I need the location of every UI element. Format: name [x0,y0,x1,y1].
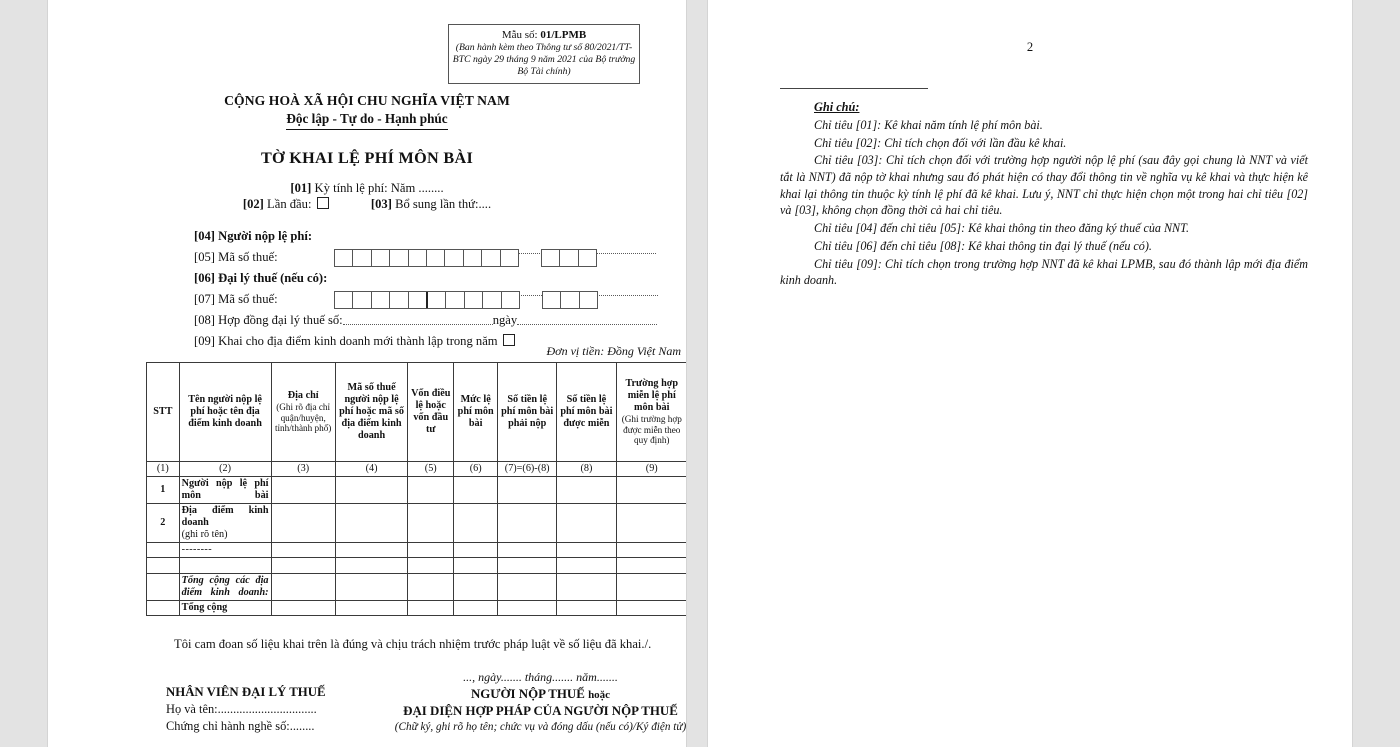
national-motto: Độc lập - Tự do - Hạnh phúc [286,111,447,130]
row-stt [147,601,180,616]
col-num: (5) [408,462,454,477]
field-05-label [194,249,278,265]
row-capital[interactable] [408,601,454,616]
th-address [271,363,335,462]
field-01-row [48,180,686,196]
col-num: (6) [454,462,498,477]
field-05-row [48,249,686,270]
form-code-note: (Ban hành kèm theo Thông tư số 80/2021/TT-BTC ngày 29 tháng 9 năm 2021 của Bộ trưởng Bộ Tài chính) [452,42,636,78]
field-05-tax-code-boxes[interactable] [334,249,597,267]
row-taxcode[interactable] [335,504,407,543]
th-name-text: Tên người nộp lệ phí hoặc tên địa điểm kinh doanh [188,393,262,430]
field-03-label: Bổ sung lần thứ:.... [395,197,492,211]
table-row-total-locations[interactable] [147,574,687,601]
row-taxcode[interactable] [335,477,407,504]
row-exempt-amount[interactable] [557,504,616,543]
th-payable [498,363,557,462]
col-num: (7)=(6)-(8) [498,462,557,477]
th-exempt-amount [557,363,616,462]
field-05-code: [05] [194,250,215,264]
col-num: (4) [335,462,407,477]
notes-section [780,100,1308,290]
national-heading [48,92,686,130]
th-capital [408,363,454,462]
field-list [48,228,686,354]
taxpayer-header-suffix: hoặc [588,688,611,701]
field-09-code: [09] [194,334,215,348]
row-exempt-amount[interactable] [557,601,616,616]
field-06-label [194,270,327,286]
document-page-2 [708,0,1352,747]
row-exempt-case[interactable] [616,601,686,616]
taxpayer-signature-block [368,670,686,735]
table-row[interactable] [147,477,687,504]
row-address[interactable] [271,504,335,543]
table-row-grand-total[interactable] [147,601,687,616]
tax-code-group-main[interactable] [334,249,519,267]
row-feelevel[interactable] [454,477,498,504]
notes-divider [780,88,928,89]
table-row[interactable] [147,504,687,543]
row-capital[interactable] [408,558,454,574]
row-stt [147,543,180,558]
fee-table-body [147,477,687,616]
row-exempt-case[interactable] [616,504,686,543]
row-payable[interactable] [498,574,557,601]
page-number: 2 [1026,40,1034,54]
row-exempt-amount[interactable] [557,477,616,504]
form-code-label: Mẫu số: [501,29,538,41]
field-06-code: [06] [194,271,215,285]
row-address[interactable] [271,574,335,601]
row-payable[interactable] [498,558,557,574]
row-stt: 2 [147,504,180,543]
tax-code-cell[interactable] [543,292,561,308]
col-num: (3) [271,462,335,477]
taxpayer-sign-instruction: (Chữ ký, ghi rõ họ tên; chức vụ và đóng dấu (nếu có)/Ký điện tử) [394,720,686,733]
notes-title: Ghi chú: [814,100,860,114]
document-page-1 [48,0,686,747]
field-02-code: [02] [242,197,264,211]
col-num: (8) [557,462,616,477]
row-feelevel[interactable] [454,574,498,601]
th-address-text: Địa chỉ [287,389,319,401]
th-name [179,363,271,462]
row-address[interactable] [271,558,335,574]
form-code-box [448,24,640,84]
tax-code-cell[interactable] [335,292,353,308]
col-num: (2) [179,462,271,477]
row-taxcode[interactable] [335,574,407,601]
table-row[interactable] [147,543,687,558]
tax-code-cell[interactable] [390,292,408,308]
th-address-sub: (Ghi rõ địa chỉ quận/huyện, tỉnh/thành phố) [274,401,332,434]
tax-code-cell[interactable] [390,250,408,266]
tax-code-cell[interactable] [542,250,560,266]
field-07-tax-code-boxes[interactable] [334,291,598,309]
field-08-date-line[interactable] [517,313,657,325]
signature-date-line[interactable]: ..., ngày....... tháng....... năm....... [463,670,618,684]
row-payable[interactable] [498,477,557,504]
row-exempt-case[interactable] [616,574,686,601]
tax-code-cell[interactable] [427,250,445,266]
field-09-label: Khai cho địa điểm kinh doanh mới thành lập trong năm [218,334,498,348]
tax-code-cell[interactable] [446,292,464,308]
row-address[interactable] [271,477,335,504]
fee-table-wrapper [146,362,686,616]
field-01-label: Kỳ tính lệ phí: Năm ........ [314,181,444,195]
row-feelevel[interactable] [454,504,498,543]
currency-note: Đơn vị tiền: Đồng Việt Nam [546,344,681,358]
row-payable[interactable] [498,601,557,616]
row-name: Người nộp lệ phí môn bài [179,477,271,504]
field-08-code: [08] [194,313,215,327]
tax-code-cell[interactable] [409,292,428,308]
taxpayer-header-text: NGƯỜI NỘP THUẾ [470,686,585,701]
field-04-label [194,228,312,244]
note-item: Chỉ tiêu [03]: Chỉ tích chọn đối với trường hợp người nộp lệ phí (sau đây gọi chung là NNT và viết tắt là NNT) đã nộp tờ khai nhưng sau đó phát hiện có thay đổi thông tin về nghĩa vụ kê khai và thực hiện kê khai lại thông tin thuộc kỳ tính lệ phí đã kê khai. Lưu ý, NNT chỉ thực hiện chọn một trong hai chỉ tiêu [02] và [03], không chọn đồng thời cả hai chỉ tiêu. [780,153,1308,218]
declaration-paragraph: Tôi cam đoan số liệu khai trên là đúng và chịu trách nhiệm trước pháp luật về số liệu đã khai./. [174,637,652,651]
tax-code-cell[interactable] [372,292,390,308]
tax-code-cell[interactable] [353,250,371,266]
row-payable[interactable] [498,543,557,558]
tax-code-cell[interactable] [501,250,519,266]
th-taxcode-text: Mã số thuế người nộp lệ phí hoặc mã số địa điểm kinh doanh [339,381,404,442]
field-06-row [48,270,686,291]
th-exempt-case-text: Trường hợp miễn lệ phí môn bài [625,377,679,413]
field-08-number-line[interactable] [343,313,493,325]
tax-agent-header: NHÂN VIÊN ĐẠI LÝ THUẾ [166,685,326,699]
th-payable-text: Số tiền lệ phí môn bài phải nộp [501,393,554,430]
note-item: Chỉ tiêu [01]: Kê khai năm tính lệ phí môn bài. [814,118,1043,132]
note-item: Chỉ tiêu [04] đến chỉ tiêu [05]: Kê khai thông tin theo đăng ký thuế của NNT. [814,221,1189,236]
tax-code-cell[interactable] [561,292,579,308]
row-name: Tổng cộng các địa điểm kinh doanh: [179,574,271,601]
field-08-label [194,312,657,328]
row-name-text: Địa điểm kinh doanh [181,505,269,529]
row-payable[interactable] [498,504,557,543]
table-row[interactable] [147,558,687,574]
row-name: Tổng cộng [179,601,271,616]
th-exempt-amount-text: Số tiền lệ phí môn bài được miễn [560,393,613,430]
tax-code-group-suffix[interactable] [541,249,597,267]
row-taxcode[interactable] [335,558,407,574]
field-07-text: Mã số thuế: [218,292,278,306]
page-title: TỜ KHAI LỆ PHÍ MÔN BÀI [260,149,474,167]
th-capital-text: Vốn điều lệ hoặc vốn đầu tư [411,387,451,436]
field-01-code: [01] [290,181,312,195]
row-feelevel[interactable] [454,601,498,616]
field-05-text: Mã số thuế: [218,250,278,264]
declaration-text [146,636,686,653]
row-name [179,504,271,543]
row-capital[interactable] [408,574,454,601]
taxpayer-rep-header: ĐẠI DIỆN HỢP PHÁP CỦA NGƯỜI NỘP THUẾ [403,703,678,718]
field-08-text: Hợp đồng đại lý thuế số: [218,313,343,327]
note-item: Chỉ tiêu [02]: Chỉ tích chọn đối với lần đầu kê khai. [814,135,1067,150]
tax-code-cell[interactable] [482,250,500,266]
field-04-row [48,228,686,249]
tax-code-cell[interactable] [502,292,520,308]
row-address[interactable] [271,601,335,616]
agent-tax-code-group-suffix[interactable] [542,291,598,309]
tax-code-cell[interactable] [465,292,483,308]
field-07-code: [07] [194,292,215,306]
field-04-text: Người nộp lệ phí: [218,229,313,243]
th-exempt-case [616,363,686,462]
table-column-numbers-row [147,462,687,477]
th-feelevel [454,363,498,462]
tax-code-cell[interactable] [580,292,598,308]
row-taxcode[interactable] [335,543,407,558]
tax-code-cell[interactable] [335,250,353,266]
fee-table [146,362,686,616]
field-02-03-row [48,196,686,212]
table-header-row [147,363,687,462]
field-07-label [194,291,278,307]
row-capital[interactable] [408,504,454,543]
row-taxcode[interactable] [335,601,407,616]
taxpayer-header [368,686,686,703]
field-07-row [48,291,686,312]
col-num: (1) [147,462,180,477]
col-num: (9) [616,462,686,477]
field-08-date-label: ngày [492,313,518,327]
row-exempt-amount[interactable] [557,558,616,574]
agent-tax-code-group-main[interactable] [334,291,520,309]
row-name-subtext: (ghi rõ tên) [181,529,228,541]
row-name [179,558,271,574]
field-08-row [48,312,686,333]
field-03-code: [03] [370,197,392,211]
row-stt: 1 [147,477,180,504]
row-feelevel[interactable] [454,558,498,574]
field-02-label: Lần đầu: [267,197,312,211]
row-feelevel[interactable] [454,543,498,558]
row-exempt-case[interactable] [616,543,686,558]
row-address[interactable] [271,543,335,558]
tax-code-cell[interactable] [445,250,463,266]
tax-agent-name-field[interactable]: Họ và tên:................................ [166,702,317,717]
th-stt-text: STT [153,405,173,417]
th-stt [147,363,180,462]
row-stt [147,574,180,601]
tax-code-cell[interactable] [409,250,427,266]
tax-code-cell[interactable] [464,250,482,266]
tax-code-cell[interactable] [372,250,390,266]
tax-code-cell[interactable] [483,292,501,308]
tax-code-cell[interactable] [428,292,446,308]
national-name: CỘNG HOÀ XÃ HỘI CHU NGHĨA VIỆT NAM [224,93,510,108]
field-04-code: [04] [194,229,215,243]
form-code-value: 01/LPMB [540,29,587,41]
tax-agent-cert-field[interactable]: Chứng chỉ hành nghề số:........ [166,719,315,733]
th-exempt-case-sub: (Ghi trường hợp được miễn theo quy định) [621,413,682,446]
form-code-line [452,29,636,42]
row-capital[interactable] [408,477,454,504]
field-06-text: Đại lý thuế (nếu có): [218,271,328,285]
field-02-checkbox[interactable] [317,197,329,209]
tax-code-cell[interactable] [560,250,578,266]
th-feelevel-text: Mức lệ phí môn bài [457,393,494,430]
th-taxcode [335,363,407,462]
tax-code-cell[interactable] [353,292,371,308]
row-capital[interactable] [408,543,454,558]
row-exempt-amount[interactable] [557,543,616,558]
row-exempt-amount[interactable] [557,574,616,601]
tax-agent-signature-block [166,684,366,735]
note-item: Chỉ tiêu [09]: Chỉ tích chọn trong trường hợp NNT đã kê khai LPMB, sau đó thành lập mới địa điểm kinh doanh. [780,256,1308,288]
row-name: -------- [179,543,271,558]
tax-code-cell[interactable] [579,250,597,266]
row-exempt-case[interactable] [616,477,686,504]
row-stt [147,558,180,574]
note-item: Chỉ tiêu [06] đến chỉ tiêu [08]: Kê khai thông tin đại lý thuế (nếu có). [814,238,1152,253]
row-exempt-case[interactable] [616,558,686,574]
